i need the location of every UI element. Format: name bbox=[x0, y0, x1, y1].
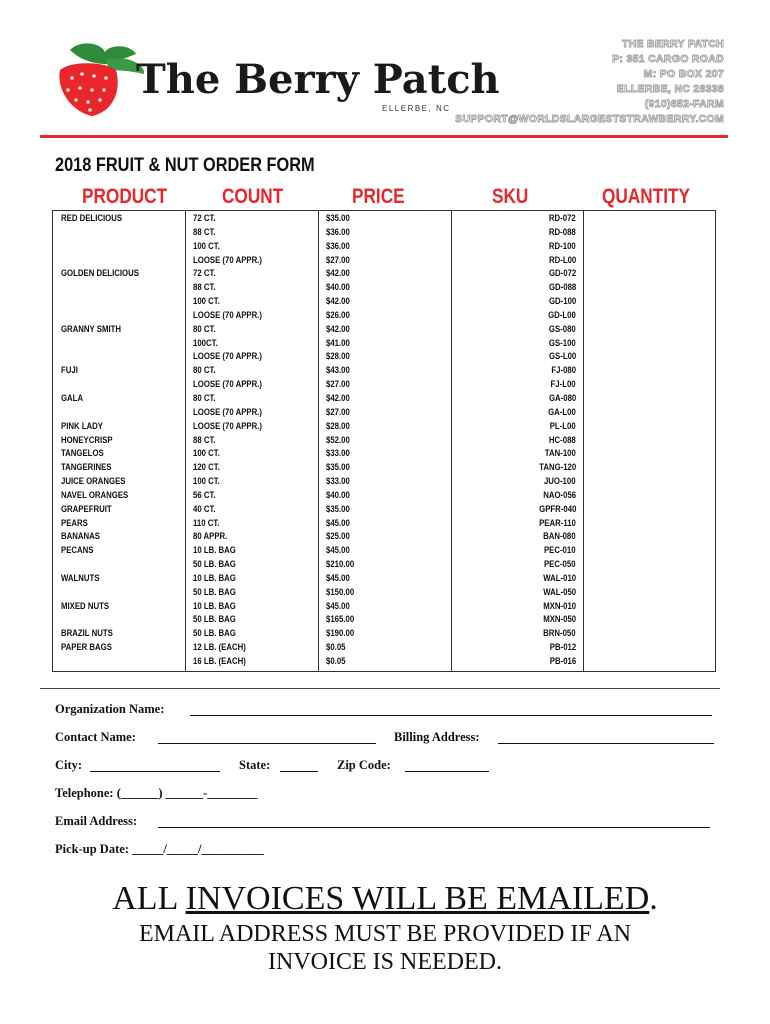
price-cell: $45.00 bbox=[326, 517, 350, 529]
count-cell: 72 CT. bbox=[193, 268, 216, 280]
email-requirement-notice bbox=[0, 920, 770, 976]
count-cell: 100CT. bbox=[193, 337, 218, 349]
table-row bbox=[52, 323, 716, 337]
table-row bbox=[52, 378, 716, 392]
quantity-cell[interactable] bbox=[583, 226, 691, 239]
table-row bbox=[52, 447, 716, 461]
table-row bbox=[52, 212, 716, 226]
quantity-cell[interactable] bbox=[583, 212, 691, 225]
sku-cell: RD-L00 bbox=[548, 254, 576, 266]
sku-cell: WAL-010 bbox=[543, 572, 576, 584]
city-label: City: bbox=[55, 758, 83, 772]
billing-address-label: Billing Address: bbox=[394, 730, 480, 744]
zip-code-field[interactable] bbox=[405, 771, 489, 772]
table-row bbox=[52, 572, 716, 586]
sku-cell: GD-072 bbox=[548, 268, 576, 280]
contact-name-field[interactable] bbox=[158, 743, 376, 744]
sku-cell: GD-L00 bbox=[548, 309, 576, 321]
product-cell: PINK LADY bbox=[61, 420, 103, 432]
sku-cell: GA-L00 bbox=[548, 406, 576, 418]
price-cell: $27.00 bbox=[326, 406, 350, 418]
count-cell: 88 CT. bbox=[193, 226, 216, 238]
count-cell: LOOSE (70 APPR.) bbox=[193, 254, 262, 266]
sku-cell: GD-088 bbox=[548, 282, 576, 294]
price-cell: $40.00 bbox=[326, 282, 350, 294]
price-cell: $36.00 bbox=[326, 240, 350, 252]
sku-cell: PEAR-110 bbox=[539, 517, 576, 529]
price-cell: $43.00 bbox=[326, 365, 350, 377]
quantity-cell[interactable] bbox=[583, 641, 691, 654]
price-cell: $45.00 bbox=[326, 600, 350, 612]
email-address-label: Email Address: bbox=[55, 814, 138, 828]
invoice-notice-emphasis: INVOICES WILL BE EMAILED bbox=[185, 880, 650, 917]
product-cell: TANGELOS bbox=[61, 448, 104, 460]
brand-name: The Berry Patch bbox=[136, 56, 500, 103]
price-cell: $0.05 bbox=[326, 656, 346, 667]
sku-cell: RD-088 bbox=[549, 226, 576, 238]
table-row bbox=[52, 517, 716, 531]
price-cell: $42.00 bbox=[326, 268, 350, 280]
column-header-price: PRICE bbox=[352, 185, 405, 208]
address-line: (910)652-FARM bbox=[644, 98, 724, 110]
price-cell: $35.00 bbox=[326, 503, 350, 515]
invoice-notice-period: . bbox=[649, 880, 658, 917]
price-cell: $190.00 bbox=[326, 628, 355, 640]
table-row bbox=[52, 586, 716, 600]
organization-name-label: Organization Name: bbox=[55, 702, 165, 716]
count-cell: LOOSE (70 APPR.) bbox=[193, 309, 262, 321]
quantity-cell[interactable] bbox=[583, 267, 691, 280]
quantity-cell[interactable] bbox=[583, 613, 691, 626]
count-cell: LOOSE (70 APPR.) bbox=[193, 379, 262, 391]
count-cell: 50 LB. BAG bbox=[193, 628, 236, 640]
sku-cell: GS-080 bbox=[549, 323, 576, 335]
count-cell: 50 LB. BAG bbox=[193, 559, 236, 571]
sku-cell: PEC-050 bbox=[544, 559, 576, 571]
count-cell: LOOSE (70 APPR.) bbox=[193, 351, 262, 363]
table-row bbox=[52, 544, 716, 558]
count-cell: 110 CT. bbox=[193, 517, 220, 529]
product-cell: GRAPEFRUIT bbox=[61, 503, 112, 515]
quantity-cell[interactable] bbox=[583, 489, 691, 502]
section-divider bbox=[40, 688, 720, 689]
product-cell: FUJI bbox=[61, 365, 78, 377]
order-table-rows bbox=[52, 212, 716, 669]
sku-cell: GA-080 bbox=[548, 392, 576, 404]
price-cell: $28.00 bbox=[326, 420, 350, 432]
email-requirement-line: EMAIL ADDRESS MUST BE PROVIDED IF AN bbox=[138, 921, 632, 947]
product-cell: WALNUTS bbox=[61, 572, 100, 584]
price-cell: $45.00 bbox=[326, 545, 350, 557]
sku-cell: NAO-056 bbox=[543, 489, 576, 501]
sku-cell: TAN-100 bbox=[544, 448, 576, 460]
table-row bbox=[52, 406, 716, 420]
table-row bbox=[52, 295, 716, 309]
sku-cell: MXN-010 bbox=[543, 600, 576, 612]
count-cell: 10 LB. BAG bbox=[193, 572, 236, 584]
price-cell: $27.00 bbox=[326, 254, 350, 266]
quantity-cell[interactable] bbox=[583, 406, 691, 419]
sku-cell: JUO-100 bbox=[544, 476, 576, 488]
sku-cell: GD-100 bbox=[548, 296, 576, 308]
table-row bbox=[52, 350, 716, 364]
count-cell: 80 CT. bbox=[193, 323, 216, 335]
quantity-cell[interactable] bbox=[583, 558, 691, 571]
price-cell: $40.00 bbox=[326, 489, 350, 501]
price-cell: $165.00 bbox=[326, 614, 355, 626]
table-row bbox=[52, 475, 716, 489]
count-cell: 72 CT. bbox=[193, 213, 216, 224]
quantity-cell[interactable] bbox=[583, 572, 691, 585]
form-title: 2018 FRUIT & NUT ORDER FORM bbox=[55, 155, 315, 176]
state-field[interactable] bbox=[280, 771, 318, 772]
count-cell: 100 CT. bbox=[193, 240, 220, 252]
contact-name-label: Contact Name: bbox=[55, 730, 136, 744]
column-header-quantity: QUANTITY bbox=[602, 185, 691, 208]
quantity-cell[interactable] bbox=[583, 240, 691, 253]
count-cell: LOOSE (70 APPR.) bbox=[193, 406, 262, 418]
quantity-cell[interactable] bbox=[583, 461, 691, 474]
table-row bbox=[52, 641, 716, 655]
table-row bbox=[52, 364, 716, 378]
quantity-cell[interactable] bbox=[583, 586, 691, 599]
price-cell: $25.00 bbox=[326, 531, 350, 543]
quantity-cell[interactable] bbox=[583, 254, 691, 267]
quantity-cell[interactable] bbox=[583, 517, 691, 530]
column-header-sku: SKU bbox=[492, 185, 529, 208]
product-cell: PEARS bbox=[61, 517, 88, 529]
count-cell: 88 CT. bbox=[193, 282, 216, 294]
quantity-cell[interactable] bbox=[583, 309, 691, 322]
zip-code-label: Zip Code: bbox=[337, 758, 391, 772]
sku-cell: MXN-050 bbox=[543, 614, 576, 626]
count-cell: 10 LB. BAG bbox=[193, 545, 236, 557]
sku-cell: TANG-120 bbox=[538, 462, 576, 474]
brand-location: ELLERBE, NC bbox=[382, 104, 451, 113]
product-cell: HONEYCRISP bbox=[61, 434, 113, 446]
sku-cell: GS-L00 bbox=[548, 351, 576, 363]
telephone-field[interactable]: Telephone: (______) ______-________ bbox=[55, 786, 258, 800]
invoice-notice-all: ALL bbox=[112, 880, 178, 917]
table-row bbox=[52, 267, 716, 281]
price-cell: $42.00 bbox=[326, 392, 350, 404]
price-cell: $33.00 bbox=[326, 476, 350, 488]
table-row bbox=[52, 530, 716, 544]
product-cell: TANGERINES bbox=[61, 462, 112, 474]
price-cell: $33.00 bbox=[326, 448, 350, 460]
count-cell: 40 CT. bbox=[193, 503, 216, 515]
quantity-cell[interactable] bbox=[583, 627, 691, 640]
sku-cell: GPFR-040 bbox=[538, 503, 576, 515]
table-row bbox=[52, 254, 716, 268]
table-row bbox=[52, 392, 716, 406]
sku-cell: GS-100 bbox=[549, 337, 576, 349]
table-row bbox=[52, 558, 716, 572]
price-cell: $45.00 bbox=[326, 572, 350, 584]
quantity-cell[interactable] bbox=[583, 655, 691, 668]
table-row bbox=[52, 613, 716, 627]
brand-logo bbox=[50, 40, 500, 120]
count-cell: 100 CT. bbox=[193, 476, 220, 488]
price-cell: $42.00 bbox=[326, 296, 350, 308]
quantity-cell[interactable] bbox=[583, 503, 691, 516]
state-label: State: bbox=[239, 758, 271, 772]
price-cell: $210.00 bbox=[326, 559, 355, 571]
product-cell: GRANNY SMITH bbox=[61, 323, 122, 335]
product-cell: PAPER BAGS bbox=[61, 642, 112, 654]
sku-cell: BRN-050 bbox=[543, 628, 576, 640]
quantity-cell[interactable] bbox=[583, 530, 691, 543]
price-cell: $52.00 bbox=[326, 434, 350, 446]
count-cell: 100 CT. bbox=[193, 296, 220, 308]
product-cell: MIXED NUTS bbox=[61, 600, 110, 612]
product-cell: GOLDEN DELICIOUS bbox=[61, 268, 139, 280]
address-line: THE BERRY PATCH bbox=[621, 38, 724, 50]
table-row bbox=[52, 627, 716, 641]
header-divider bbox=[40, 135, 728, 138]
organization-name-field[interactable] bbox=[190, 715, 712, 716]
product-cell: GALA bbox=[61, 392, 84, 404]
price-cell: $35.00 bbox=[326, 462, 350, 474]
table-row bbox=[52, 240, 716, 254]
pickup-date-field[interactable]: Pick-up Date: _____/_____/__________ bbox=[55, 842, 265, 856]
email-address-field[interactable] bbox=[158, 827, 710, 828]
count-cell: 88 CT. bbox=[193, 434, 216, 446]
sku-cell: WAL-050 bbox=[543, 586, 576, 598]
count-cell: 56 CT. bbox=[193, 489, 216, 501]
product-cell: BRAZIL NUTS bbox=[61, 628, 113, 640]
price-cell: $27.00 bbox=[326, 379, 350, 391]
quantity-cell[interactable] bbox=[583, 434, 691, 447]
table-row bbox=[52, 489, 716, 503]
address-line: P: 351 CARGO ROAD bbox=[612, 53, 724, 65]
count-cell: 12 LB. (EACH) bbox=[193, 642, 246, 654]
table-row bbox=[52, 434, 716, 448]
table-row bbox=[52, 503, 716, 517]
sku-cell: PEC-010 bbox=[544, 545, 576, 557]
support-email: SUPPORT@WORLDSLARGESTSTRAWBERRY.COM bbox=[455, 113, 724, 125]
quantity-cell[interactable] bbox=[583, 475, 691, 488]
sku-cell: FJ-080 bbox=[551, 365, 576, 377]
city-field[interactable] bbox=[90, 771, 220, 772]
quantity-cell[interactable] bbox=[583, 600, 691, 613]
column-header-count: COUNT bbox=[222, 185, 284, 208]
count-cell: 50 LB. BAG bbox=[193, 614, 236, 626]
column-header-product: PRODUCT bbox=[82, 185, 168, 208]
count-cell: 50 LB. BAG bbox=[193, 586, 236, 598]
price-cell: $41.00 bbox=[326, 337, 350, 349]
product-cell: RED DELICIOUS bbox=[61, 213, 123, 224]
table-row bbox=[52, 600, 716, 614]
table-row bbox=[52, 655, 716, 669]
sku-cell: PB-012 bbox=[549, 642, 576, 654]
price-cell: $28.00 bbox=[326, 351, 350, 363]
quantity-cell[interactable] bbox=[583, 323, 691, 336]
quantity-cell[interactable] bbox=[583, 378, 691, 391]
price-cell: $26.00 bbox=[326, 309, 350, 321]
quantity-cell[interactable] bbox=[583, 337, 691, 350]
table-row bbox=[52, 420, 716, 434]
address-line: ELLERBE, NC 28338 bbox=[616, 83, 724, 95]
count-cell: 80 CT. bbox=[193, 365, 216, 377]
sku-cell: FJ-L00 bbox=[550, 379, 576, 391]
product-cell: BANANAS bbox=[61, 531, 100, 543]
sku-cell: RD-072 bbox=[549, 213, 576, 224]
product-cell: PECANS bbox=[61, 545, 94, 557]
sku-cell: HC-088 bbox=[549, 434, 576, 446]
price-cell: $35.00 bbox=[326, 213, 350, 224]
count-cell: 16 LB. (EACH) bbox=[193, 656, 246, 667]
quantity-cell[interactable] bbox=[583, 420, 691, 433]
price-cell: $42.00 bbox=[326, 323, 350, 335]
count-cell: 10 LB. BAG bbox=[193, 600, 236, 612]
price-cell: $36.00 bbox=[326, 226, 350, 238]
invoice-notice bbox=[0, 880, 770, 918]
address-line: M: PO BOX 207 bbox=[643, 68, 724, 80]
count-cell: 120 CT. bbox=[193, 462, 220, 474]
count-cell: LOOSE (70 APPR.) bbox=[193, 420, 262, 432]
sku-cell: PB-016 bbox=[549, 656, 576, 667]
product-cell: NAVEL ORANGES bbox=[61, 489, 129, 501]
table-row bbox=[52, 309, 716, 323]
quantity-cell[interactable] bbox=[583, 392, 691, 405]
quantity-cell[interactable] bbox=[583, 281, 691, 294]
table-row bbox=[52, 337, 716, 351]
sku-cell: PL-L00 bbox=[550, 420, 576, 432]
table-row bbox=[52, 461, 716, 475]
count-cell: 80 CT. bbox=[193, 392, 216, 404]
quantity-cell[interactable] bbox=[583, 350, 691, 363]
product-cell: JUICE ORANGES bbox=[61, 476, 126, 488]
count-cell: 100 CT. bbox=[193, 448, 220, 460]
price-cell: $0.05 bbox=[326, 642, 346, 654]
email-requirement-line: INVOICE IS NEEDED. bbox=[268, 949, 502, 975]
table-row bbox=[52, 226, 716, 240]
billing-address-field[interactable] bbox=[498, 743, 714, 744]
sku-cell: BAN-080 bbox=[543, 531, 576, 543]
quantity-cell[interactable] bbox=[583, 364, 691, 377]
quantity-cell[interactable] bbox=[583, 544, 691, 557]
count-cell: 80 APPR. bbox=[193, 531, 228, 543]
sku-cell: RD-100 bbox=[549, 240, 576, 252]
address-block bbox=[455, 37, 724, 127]
price-cell: $150.00 bbox=[326, 586, 355, 598]
quantity-cell[interactable] bbox=[583, 447, 691, 460]
table-row bbox=[52, 281, 716, 295]
quantity-cell[interactable] bbox=[583, 295, 691, 308]
